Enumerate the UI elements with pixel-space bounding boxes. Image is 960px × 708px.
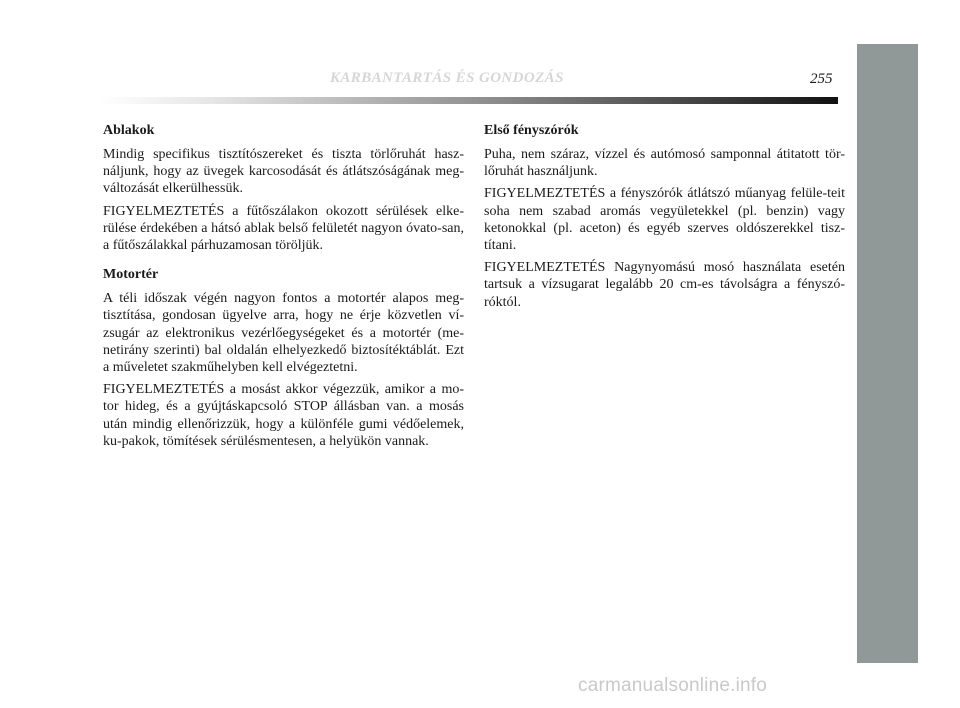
section-windows <box>103 122 464 254</box>
watermark: carmanualsonline.info <box>578 675 768 696</box>
paragraph: Puha, nem száraz, vízzel és autómosó samponnal átitatott tör-lőruhát használjunk. <box>484 147 845 180</box>
heading-windows: Ablakok <box>103 123 155 138</box>
heading-engine-bay: Motortér <box>103 267 159 283</box>
warning-paragraph: FIGYELMEZTETÉS Nagynyomású mosó használata esetén tartsuk a vízsugarat legalább 20 cm-es távolságra a fényszó-róktól. <box>484 260 845 310</box>
section-engine-bay <box>103 266 464 450</box>
warning-paragraph: FIGYELMEZTETÉS a mosást akkor végezzük, amikor a mo-tor hideg, és a gyújtáskapcsoló STOP állásban van. a mosás után mindig ellenőrizzük, hogy a különféle gumi védőelemek, ku-pakok, tömítések sérülésmentesen, a helyükön vannak. <box>103 382 464 449</box>
warning-paragraph: FIGYELMEZTETÉS a fűtőszálakon okozott sérülések elke-rülése érdekében a hátsó ablak belső felületét nagyon óvato-san, a fűtőszálakkal párhuzamosan töröljük. <box>103 203 464 254</box>
section-side-tab <box>857 44 918 663</box>
paragraph: Mindig specifikus tisztítószereket és tiszta törlőruhát hasz-náljunk, hogy az üvegek karcosodását és átlátszóságának meg-változását elkerülhessük. <box>103 147 464 197</box>
section-headlights <box>484 122 845 311</box>
left-column <box>103 122 464 455</box>
page-number: 255 <box>810 71 833 87</box>
paragraph: A téli időszak végén nagyon fontos a motortér alapos meg-tisztítása, gondosan ügyelve arra, hogy ne érje közvetlen ví-zsugár az elektronikus vezérlőegységeket és a motortér (me-netirány szerinti) bal oldalán elhelyezkedő biztosítéktáblát. Ezt a műveletet szakműhelyben kell elvégeztetni. <box>103 291 464 376</box>
header-rule <box>100 97 838 104</box>
page-header-title: KARBANTARTÁS ÉS GONDOZÁS <box>330 70 564 86</box>
heading-headlights: Első fényszórók <box>484 123 579 138</box>
right-column <box>484 122 845 316</box>
warning-paragraph: FIGYELMEZTETÉS a fényszórók átlátszó műanyag felüle-teit soha nem szabad aromás vegyületekkel (pl. benzin) vagy ketonokkal (pl. aceton) és egyéb szerves oldószerekkel tisz-títani. <box>484 186 845 254</box>
